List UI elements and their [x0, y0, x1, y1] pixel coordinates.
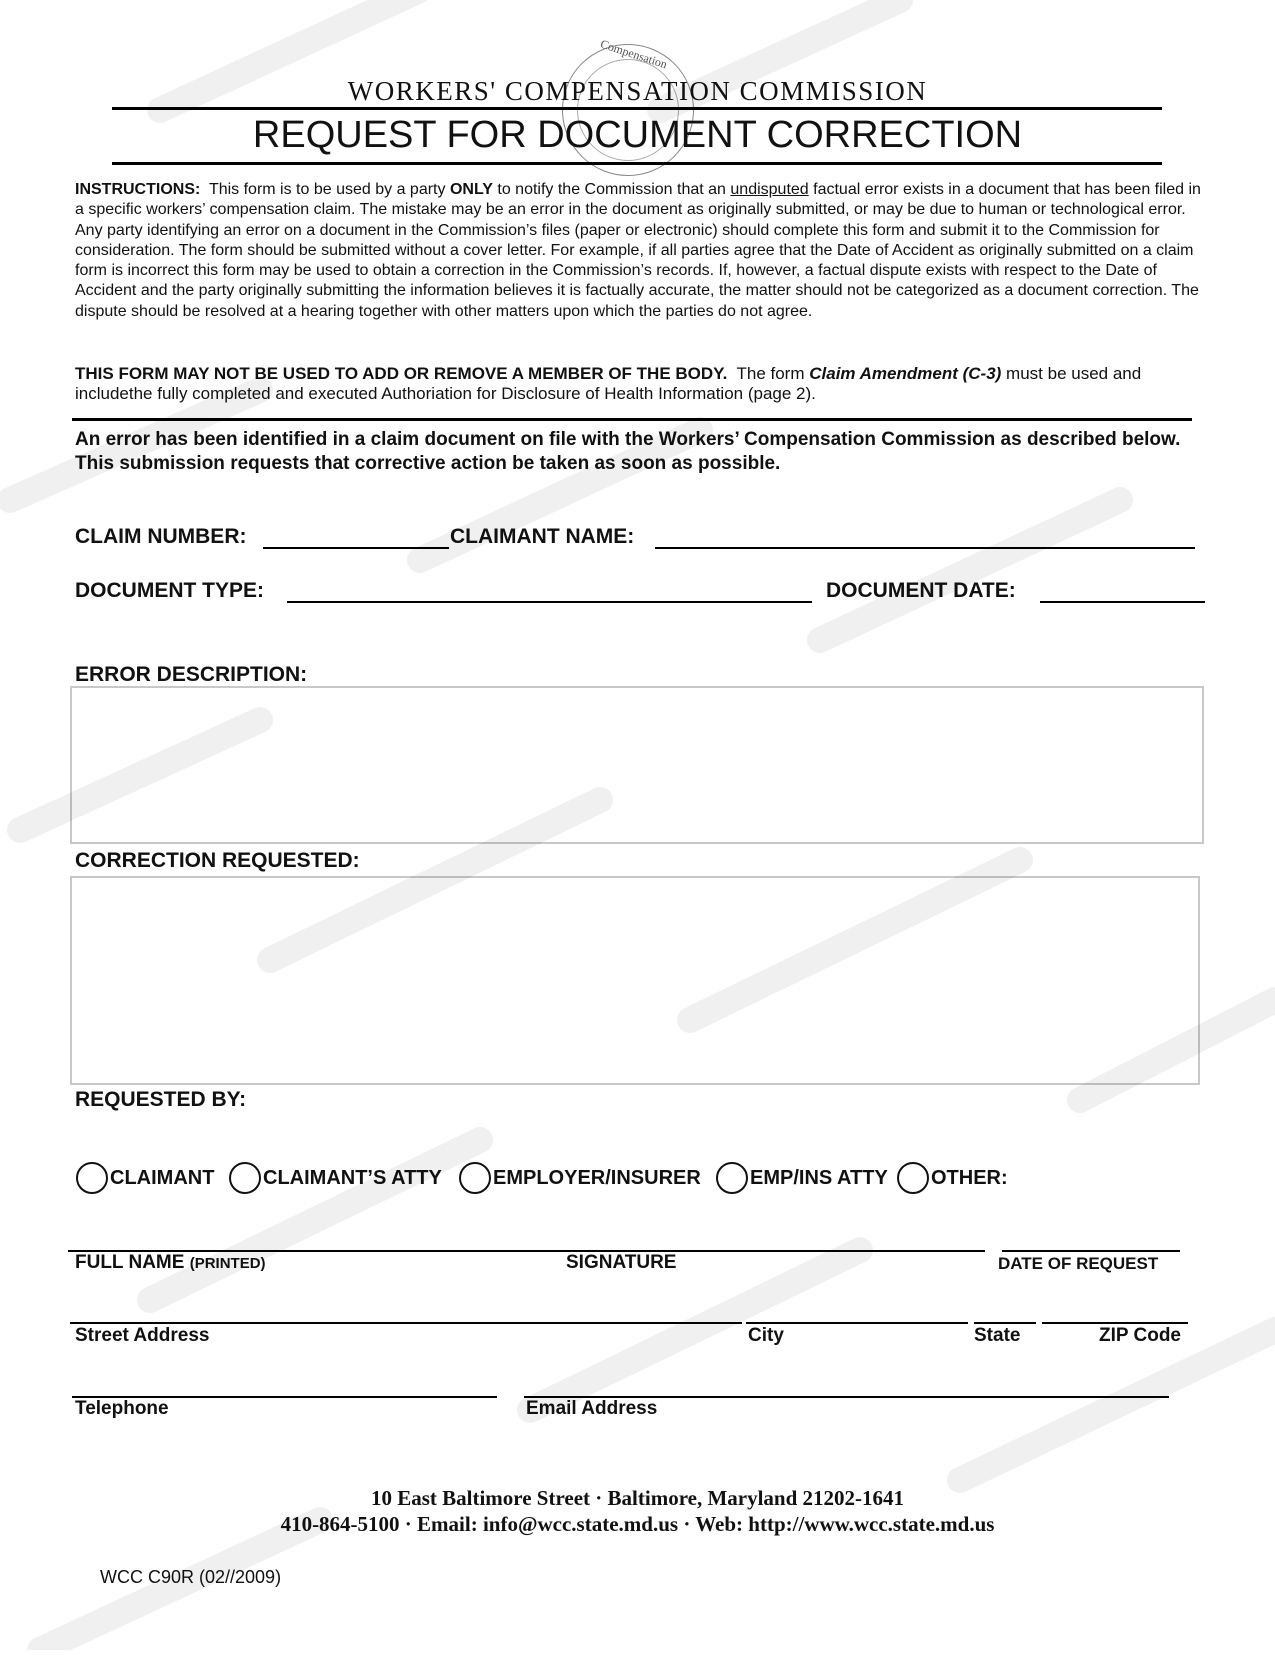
watermark-stroke: [530, 1250, 860, 1410]
header-rule-bottom: [112, 162, 1162, 165]
city-field[interactable]: [746, 1322, 968, 1324]
option-employer-insurer[interactable]: [459, 1162, 701, 1194]
street-address-field[interactable]: [70, 1322, 742, 1324]
watermark-stroke: [820, 500, 1120, 640]
radio-employer-insurer[interactable]: [459, 1162, 491, 1194]
instructions-label: INSTRUCTIONS:: [75, 181, 201, 198]
instructions-part1: This form is to be used by a party: [208, 181, 446, 198]
footer-contact: 410-864-5100 · Email: info@wcc.state.md.us · Web: http://www.wcc.state.md.us: [280, 1512, 995, 1536]
state-field[interactable]: [974, 1322, 1036, 1324]
street-address-label: Street Address: [75, 1325, 210, 1346]
instructions-undisputed: undisputed: [730, 181, 809, 198]
printed-label: (PRINTED): [189, 1255, 266, 1272]
radio-other[interactable]: [897, 1162, 929, 1194]
date-of-request-field[interactable]: [1002, 1250, 1180, 1252]
state-label: State: [974, 1325, 1021, 1346]
zip-code-label: ZIP Code: [1099, 1325, 1181, 1346]
radio-claimants-atty[interactable]: [229, 1162, 261, 1194]
document-type-label: DOCUMENT TYPE:: [75, 579, 264, 602]
zip-code-field[interactable]: [1042, 1322, 1188, 1324]
full-name-label: FULL NAME: [75, 1252, 185, 1273]
date-of-request-label: DATE OF REQUEST: [998, 1254, 1159, 1273]
agency-name: WORKERS' COMPENSATION COMMISSION: [347, 76, 928, 106]
option-claimants-atty-label: CLAIMANT’S ATTY: [263, 1166, 442, 1189]
section-divider: [72, 418, 1192, 421]
requested-by-label: REQUESTED BY:: [75, 1088, 247, 1111]
option-other[interactable]: [897, 1162, 1008, 1194]
claim-number-field[interactable]: [263, 547, 449, 549]
seal-text: Compensation: [598, 36, 669, 72]
email-address-label: Email Address: [526, 1398, 658, 1419]
instructions-only: ONLY: [449, 181, 493, 198]
correction-requested-label: CORRECTION REQUESTED:: [75, 849, 360, 872]
footer-address: 10 East Baltimore Street · Baltimore, Maryland 21202-1641: [370, 1486, 905, 1510]
option-claimants-atty[interactable]: [229, 1162, 442, 1194]
full-name-caption: [75, 1252, 266, 1274]
instructions-part2: to notify the Commission that an: [497, 181, 726, 198]
document-date-field[interactable]: [1040, 601, 1205, 603]
claimant-name-label: CLAIMANT NAME:: [450, 525, 635, 548]
radio-claimant[interactable]: [76, 1162, 108, 1194]
document-date-label: DOCUMENT DATE:: [826, 579, 1016, 602]
warning-text2: must be used and includethe fully completed and executed Authoriation for Disclosure of Health Information (page 2).: [75, 364, 1142, 403]
radio-emp-ins-atty[interactable]: [716, 1162, 748, 1194]
warning-text1: The form: [736, 364, 805, 383]
option-emp-ins-atty[interactable]: [716, 1162, 888, 1194]
watermark-stroke: [960, 1330, 1275, 1480]
option-claimant[interactable]: [76, 1162, 214, 1194]
city-label: City: [748, 1325, 784, 1346]
error-notice: An error has been identified in a claim document on file with the Workers’ Compensation Commission as described below. This submission requests that corrective action be taken as soon as possible.: [75, 429, 1181, 474]
page-title: REQUEST FOR DOCUMENT CORRECTION: [252, 114, 1023, 156]
option-emp-ins-atty-label: EMP/INS ATTY: [750, 1166, 888, 1189]
option-claimant-label: CLAIMANT: [110, 1166, 215, 1189]
form-number: WCC C90R (02//2009): [100, 1567, 282, 1587]
claim-number-label: CLAIM NUMBER:: [75, 525, 247, 548]
header-rule-top: [112, 107, 1162, 110]
signature-label: SIGNATURE: [566, 1252, 677, 1273]
instructions: [75, 180, 1205, 322]
option-other-label: OTHER:: [931, 1166, 1008, 1189]
option-employer-insurer-label: EMPLOYER/INSURER: [493, 1166, 701, 1189]
telephone-label: Telephone: [75, 1398, 169, 1419]
claimant-name-field[interactable]: [655, 547, 1195, 549]
warning-form-name: Claim Amendment (C-3): [809, 364, 1002, 383]
body-member-warning: [75, 364, 1205, 404]
error-description-box[interactable]: [70, 686, 1204, 844]
instructions-part3: factual error exists in a document that has been filed in a specific workers’ compensation claim. The mistake may be an error in the document as originally submitted, or may be due to human or technological error. Any party identifying an error on a document in the Commission’s files (paper or electronic) should complete this form and submit it to the Commission for consideration. The form should be submitted without a cover letter. For example, if all parties agree that the Date of Accident as originally submitted on a claim form is incorrect this form may be used to obtain a correction in the Commission’s records. If, however, a factual dispute exists with respect to the Date of Accident and the party originally submitting the information believes it is factually accurate, the matter should not be categorized as a document correction. The dispute should be resolved at a hearing together with other matters upon which the parties do not agree.: [75, 181, 1201, 320]
error-description-label: ERROR DESCRIPTION:: [75, 663, 308, 686]
correction-requested-box[interactable]: [70, 876, 1200, 1085]
document-type-field[interactable]: [287, 601, 812, 603]
warning-bold: THIS FORM MAY NOT BE USED TO ADD OR REMOVE A MEMBER OF THE BODY.: [75, 364, 728, 383]
